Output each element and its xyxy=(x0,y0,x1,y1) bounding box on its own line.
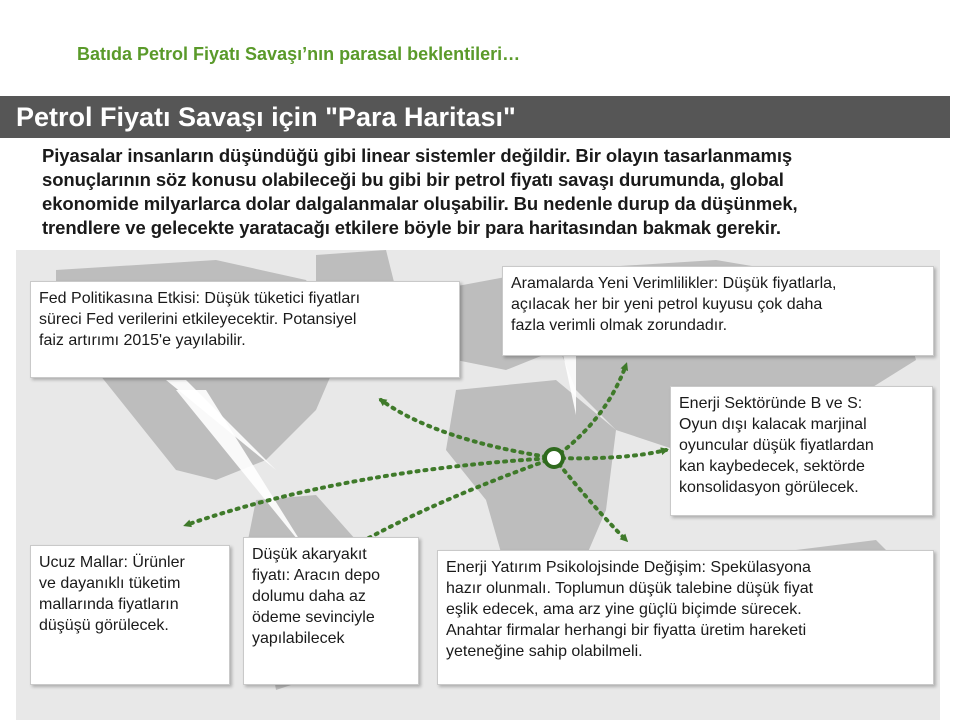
callout-line: yapılabilecek xyxy=(252,630,345,647)
callout-fuel-price xyxy=(243,537,419,685)
callout-fed-policy xyxy=(30,281,460,378)
callout-line: dolumu daha az xyxy=(252,588,366,605)
callout-line: eşlik edecek, ama arz yine güçlü biçimde sürecek. xyxy=(446,601,802,618)
callout-line: faiz artırımı 2015'e yayılabilir. xyxy=(39,332,246,349)
callout-line: mallarında fiyatların xyxy=(39,596,179,613)
callout-line: Enerji Sektöründe B ve S: xyxy=(679,395,863,412)
intro-line: sonuçlarının söz konusu olabileceği bu gibi bir petrol fiyatı savaşı durumunda, global xyxy=(42,169,784,190)
callout-line: yeteneğine sahip olabilmeli. xyxy=(446,643,643,660)
callout-line: konsolidasyon görülecek. xyxy=(679,479,859,496)
callout-line: Fed Politikasına Etkisi: Düşük tüketici fiyatları xyxy=(39,290,361,307)
slide-title: Batıda Petrol Fiyatı Savaşı’nın parasal beklentileri… xyxy=(77,44,521,64)
callout-line: ve dayanıklı tüketim xyxy=(39,575,181,592)
callout-line: süreci Fed verilerini etkileyecektir. Potansiyel xyxy=(39,311,357,328)
callout-line: ödeme sevinciyle xyxy=(252,609,375,626)
callout-line: düşüşü görülecek. xyxy=(39,617,169,634)
intro-line: ekonomide milyarlarca dolar dalgalanmalar oluşabilir. Bu nedenle durup da düşünmek, xyxy=(42,193,798,214)
callout-investment-psychology xyxy=(437,550,934,685)
callout-line: Enerji Yatırım Psikolojsinde Değişim: Spekülasyona xyxy=(446,559,811,576)
intro-line: Piyasalar insanların düşündüğü gibi linear sistemler değildir. Bir olayın tasarlanmamış xyxy=(42,145,793,166)
callout-line: Ucuz Mallar: Ürünler xyxy=(39,554,185,571)
callout-energy-ma xyxy=(670,386,933,516)
intro-line: trendlere ve gelecekte yaratacağı etkilere böyle bir para haritasından bakmak gerekir. xyxy=(42,217,781,238)
callout-line: hazır olunmalı. Toplumun düşük talebine düşük fiyat xyxy=(446,580,814,597)
callout-line: Düşük akaryakıt xyxy=(252,546,367,563)
callout-line: fazla verimli olmak zorundadır. xyxy=(511,317,728,334)
banner-title: Petrol Fiyatı Savaşı için "Para Haritası" xyxy=(0,96,950,138)
callout-line: fiyatı: Aracın depo xyxy=(252,567,381,584)
callout-line: Oyun dışı kalacak marjinal xyxy=(679,416,867,433)
callout-cheap-goods xyxy=(30,545,230,685)
intro-paragraph xyxy=(42,144,932,240)
callout-exploration xyxy=(502,266,934,356)
callout-line: oyuncular düşük fiyatlardan xyxy=(679,437,874,454)
callout-line: Anahtar firmalar herhangi bir fiyatta üretim hareketi xyxy=(446,622,807,639)
callout-line: Aramalarda Yeni Verimlilikler: Düşük fiyatlarla, xyxy=(511,275,837,292)
hub-marker xyxy=(545,449,563,467)
callout-line: açılacak her bir yeni petrol kuyusu çok daha xyxy=(511,296,823,313)
callout-line: kan kaybedecek, sektörde xyxy=(679,458,865,475)
